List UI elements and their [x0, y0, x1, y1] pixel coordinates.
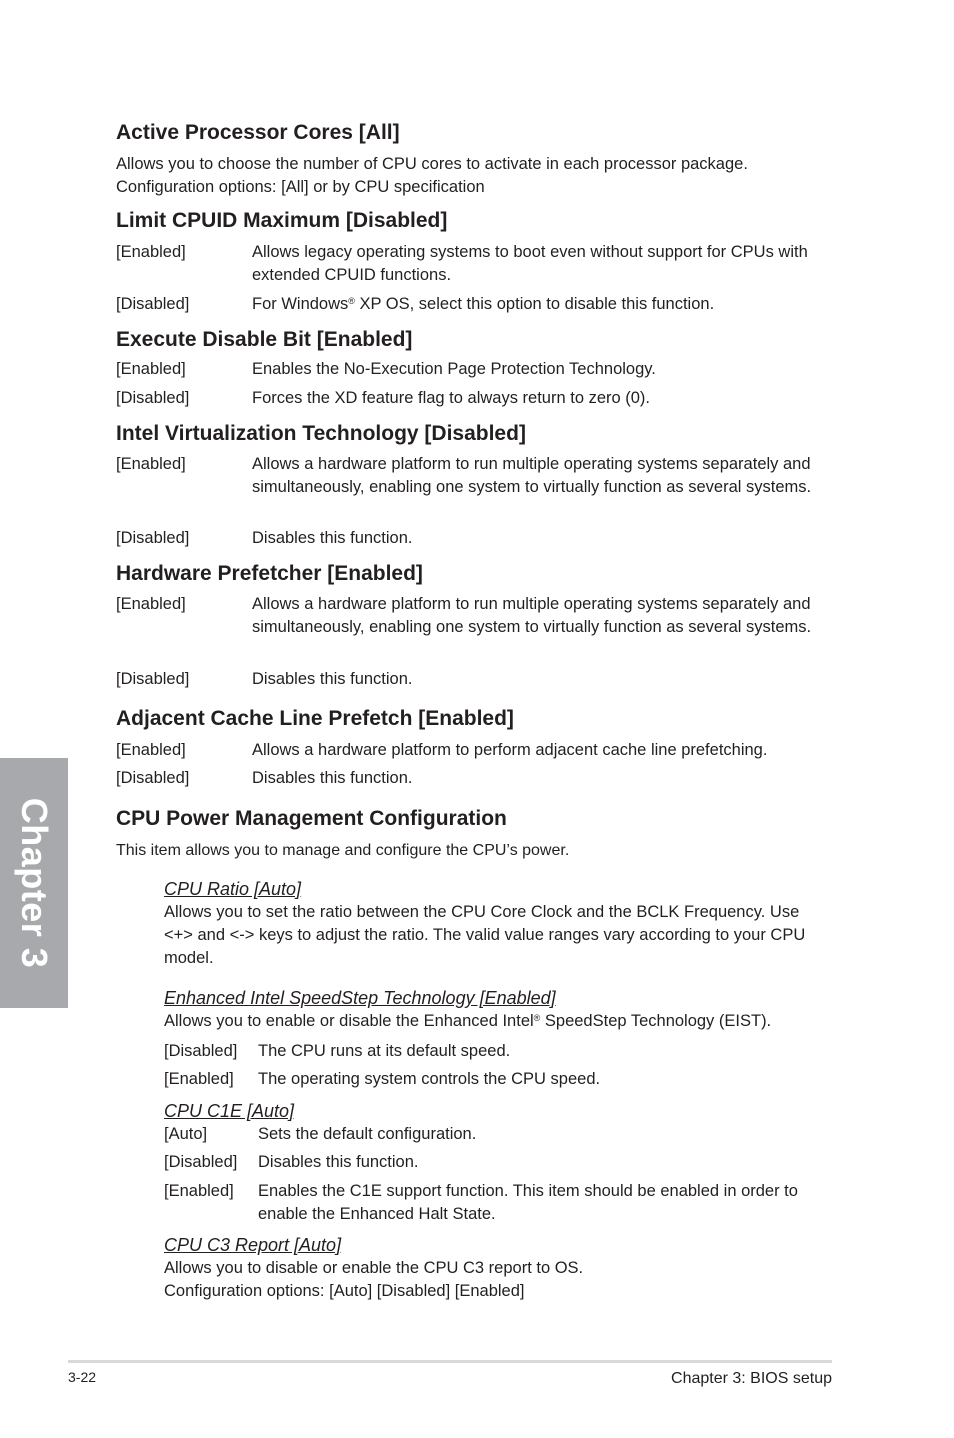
- option-key: [Enabled]: [116, 243, 186, 261]
- eist-desc-part: SpeedStep Technology (EIST).: [540, 1012, 772, 1030]
- heading-adjacent-cache-line: Adjacent Cache Line Prefetch [Enabled]: [116, 707, 514, 730]
- option-key: [Enabled]: [164, 1182, 234, 1200]
- option-row: [164, 1123, 832, 1146]
- c3-desc-line1: Allows you to disable or enable the CPU C3 report to OS.: [164, 1259, 584, 1277]
- page-number: 3-22: [68, 1369, 97, 1385]
- subheading-cpu-ratio: CPU Ratio [Auto]: [164, 879, 302, 899]
- option-desc: Disables this function.: [258, 1153, 419, 1171]
- cpu-ratio-desc: Allows you to set the ratio between the CPU Core Clock and the BCLK Frequency. Use <+> and <-> keys to adjust the ratio. The valid value ranges vary according to your CPU model.: [164, 903, 806, 967]
- option-row: [116, 387, 832, 410]
- footer-chapter-title: Chapter 3: BIOS setup: [671, 1370, 832, 1387]
- registered-mark: ®: [348, 296, 355, 306]
- option-row: [164, 1180, 832, 1226]
- option-desc-part: For Windows: [252, 295, 349, 313]
- option-row: [116, 453, 832, 522]
- option-key: [Disabled]: [116, 670, 190, 688]
- option-desc: [252, 293, 827, 316]
- subheading-cpu-c1e: CPU C1E [Auto]: [164, 1101, 295, 1121]
- option-key: [Disabled]: [116, 389, 190, 407]
- heading-active-processor-cores: Active Processor Cores [All]: [116, 121, 400, 144]
- option-row: [116, 767, 832, 790]
- option-desc: Enables the C1E support function. This item should be enabled in order to enable the Enhanced Halt State.: [258, 1182, 798, 1223]
- option-row: [116, 527, 832, 550]
- option-desc: Disables this function.: [252, 670, 413, 688]
- option-key: [Enabled]: [116, 360, 186, 378]
- option-row: [164, 1068, 832, 1091]
- option-row: [116, 593, 832, 662]
- option-desc: Allows a hardware platform to run multiple operating systems separately and simultaneously, enabling one system to virtually function as several systems.: [252, 455, 812, 496]
- option-row: [164, 1040, 832, 1063]
- option-key: [Enabled]: [164, 1070, 234, 1088]
- option-key: [Enabled]: [116, 455, 186, 473]
- option-key: [Enabled]: [116, 741, 186, 759]
- option-key: [Enabled]: [116, 595, 186, 613]
- option-desc: Allows legacy operating systems to boot even without support for CPUs with extended CPUID functions.: [252, 243, 808, 284]
- heading-hardware-prefetcher: Hardware Prefetcher [Enabled]: [116, 562, 423, 585]
- option-desc: Sets the default configuration.: [258, 1125, 477, 1143]
- eist-desc-part: Allows you to enable or disable the Enhanced Intel: [164, 1012, 534, 1030]
- option-desc-part: XP OS, select this option to disable this function.: [354, 295, 715, 313]
- option-desc: Disables this function.: [252, 769, 413, 787]
- heading-limit-cpuid: Limit CPUID Maximum [Disabled]: [116, 209, 448, 232]
- option-desc: Allows a hardware platform to perform adjacent cache line prefetching.: [252, 741, 768, 759]
- option-row: [116, 293, 832, 316]
- heading-execute-disable-bit: Execute Disable Bit [Enabled]: [116, 328, 413, 351]
- heading-intel-virtualization: Intel Virtualization Technology [Disabled]: [116, 422, 526, 445]
- option-key: [Disabled]: [116, 529, 190, 547]
- option-desc: Allows a hardware platform to run multiple operating systems separately and simultaneously, enabling one system to virtually function as several systems.: [252, 595, 812, 636]
- option-key: [Auto]: [164, 1125, 208, 1143]
- registered-mark: ®: [533, 1013, 541, 1023]
- option-desc: Disables this function.: [252, 529, 413, 547]
- active-cores-desc-line2: Configuration options: [All] or by CPU specification: [116, 178, 485, 196]
- cpu-power-intro: This item allows you to manage and configure the CPU’s power.: [116, 842, 570, 859]
- option-row: [164, 1151, 832, 1174]
- active-cores-desc-line1: Allows you to choose the number of CPU cores to activate in each processor package.: [116, 155, 748, 173]
- subheading-cpu-c3-report: CPU C3 Report [Auto]: [164, 1235, 342, 1255]
- chapter-tab-label: Chapter 3: [14, 797, 55, 969]
- eist-desc: [164, 1010, 771, 1033]
- option-key: [Disabled]: [116, 769, 190, 787]
- option-key: [Disabled]: [164, 1153, 238, 1171]
- footer-rule: [68, 1360, 832, 1363]
- option-key: [Disabled]: [164, 1042, 238, 1060]
- option-desc: Enables the No-Execution Page Protection Technology.: [252, 360, 656, 378]
- option-row: [116, 241, 832, 287]
- heading-cpu-power-management: CPU Power Management Configuration: [116, 807, 507, 830]
- option-row: [116, 668, 832, 691]
- option-row: [116, 358, 832, 381]
- option-desc: The CPU runs at its default speed.: [258, 1042, 511, 1060]
- option-key: [Disabled]: [116, 295, 190, 313]
- subheading-enhanced-speedstep: Enhanced Intel SpeedStep Technology [Enabled]: [164, 988, 556, 1008]
- option-desc: The operating system controls the CPU speed.: [258, 1070, 601, 1088]
- option-row: [116, 739, 832, 762]
- option-desc: Forces the XD feature flag to always return to zero (0).: [252, 389, 651, 407]
- c3-desc-line2: Configuration options: [Auto] [Disabled] [Enabled]: [164, 1282, 525, 1300]
- chapter-side-tab: [0, 758, 68, 1008]
